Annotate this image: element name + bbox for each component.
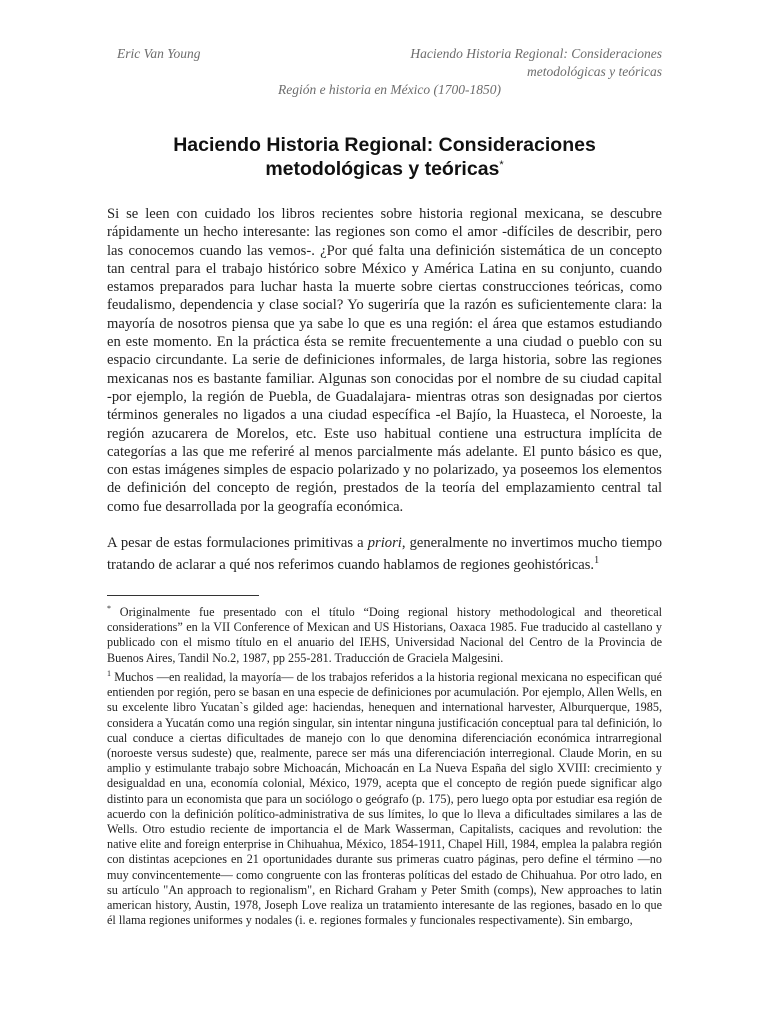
paragraph-2-end: , generalmente no invertimos mucho tiempo tratando de aclarar a qué nos referimos cuando hablamos de regiones geohistóricas. (107, 535, 662, 574)
footnote-star-mark: * (107, 604, 111, 613)
title-footnote-mark: * (499, 159, 504, 171)
header-running-title: Haciendo Historia Regional: Consideraciones metodológicas y teóricas (410, 46, 662, 79)
article-title-text: Haciendo Historia Regional: Consideraciones metodológicas y teóricas (173, 134, 596, 180)
footnotes (107, 601, 662, 928)
footnote-separator (107, 595, 259, 596)
header-book-title: Región e historia en México (1700-1850) (277, 82, 502, 97)
body-paragraph-1: Si se leen con cuidado los libros recientes sobre historia regional mexicana, se descubre rápidamente un hecho interesante: las regiones son como el amor -difíciles de describir, pero las conocemos cuando las vemos-. ¿Por qué falta una definición sistemática de un concepto tan central para el trabajo histórico sobre México y América Latina en su conjunto, cuando estamos preparados para luchar hasta la muerte sobre ciertas construcciones teóricas, como feudalismo, dependencia y clase social? Yo sugeriría que la razón es suficientemente clara: la mayoría de nosotros piensa que ya sabe lo que es una región: el área que estamos estudiando en este momento. En la práctica ésta se remite frecuentemente a una ciudad o pueblo con su espacio circundante. La serie de definiciones informales, de larga historia, sobre las regiones mexicanas nos es bastante familiar. Algunas son conocidas por el nombre de su ciudad capital -por ejemplo, la región de Puebla, de Guadalajara- mientras otras son designadas por ciertos términos generales no ligados a una ciudad específica -el Bajío, la Huasteca, el Noroeste, la región azucarera de Morelos, etc. Este uso habitual contiene una estructura implícita de categorías a las que me referiré al menos parcialmente más adelante. El punto básico es que, con estas imágenes simples de espacio polarizado y no polarizado, ya poseemos los elementos de definición del concepto de región, prestados de la teoría del emplazamiento central tal como fue desarrollada por la geografía económica. (107, 206, 662, 515)
paragraph-2-italic: priori (367, 535, 402, 552)
paragraph-2-start: A pesar de estas formulaciones primitivas a (107, 535, 368, 552)
footnote-star-text: Originalmente fue presentado con el título “Doing regional history methodological and theoretical considerations” en la VII Conference of Mexican and US Historians, Oaxaca 1985. Fue traducido al castellano y publicado con el mismo título en el anuario del IEHS, Universidad Nacional del Centro de la Provincia de Buenos Aires, Tandil No.2, 1987, pp 255-281. Traducción de Graciela Malgesini. (107, 605, 662, 665)
body-paragraph-2 (107, 534, 662, 574)
footnote-star (107, 601, 662, 666)
article-body (107, 205, 662, 575)
article-title (107, 133, 662, 181)
footnote-1-mark: 1 (107, 668, 111, 678)
header-author: Eric Van Young (117, 46, 201, 61)
footnote-ref-1: 1 (594, 555, 600, 567)
footnote-1 (107, 666, 662, 929)
footnote-1-text: Muchos —en realidad, la mayoría— de los trabajos referidos a la historia regional mexicana no especifican qué entienden por región, pero se basan en una especie de definiciones por acumulación. Por ejemplo, Allen Wells, en su excelente libro Yucatan`s gilded age: haciendas, henequen and international harvester, Alburquerque, 1985, considera a Yucatán como una región singular, sin intentar ninguna justificación conceptual para tal definición, lo cual conduce a ciertas dificultades de manejo con lo que denomina diferenciación económica intrarregional (noroeste versus sudeste) que, realmente, parece ser más una diferenciación interregional. Claude Morin, en su amplio y estimulante trabajo sobre Michoacán, Michoacán en La Nueva España del siglo XVIII: crecimiento y desigualdad en una, economía colonial, México, 1979, acepta que el concepto de región puede significar algo distinto para un economista que para un sociólogo o geógrafo (p. 175), pero luego opta por estudiar esa región de acuerdo con la definición político-administrativa de sus límites, lo que lo lleva a dificultades similares a las de Wells. Otro estudio reciente de importancia el de Mark Wasserman, Capitalists, caciques and revolution: the native elite and foreign enterprise in Chihuahua, México, 1854-1911, Chapel Hill, 1984, emplea la palabra región con distintas acepciones en 21 oportunidades durante sus primeras cuatro páginas, pero define el término —no muy convincentemente— como congruente con las fronteras políticas del estado de Chihuahua. Por otro lado, en su artículo "An approach to regionalism", en Richard Graham y Peter Smith (comps), New approaches to latin american history, Austin, 1978, Joseph Love realiza un tratamiento interesante de las regiones, basado en lo que él llama regiones uniformes y nodales (i. e. regiones formales y funcionales respectivamente). Sin embargo, (107, 669, 662, 928)
